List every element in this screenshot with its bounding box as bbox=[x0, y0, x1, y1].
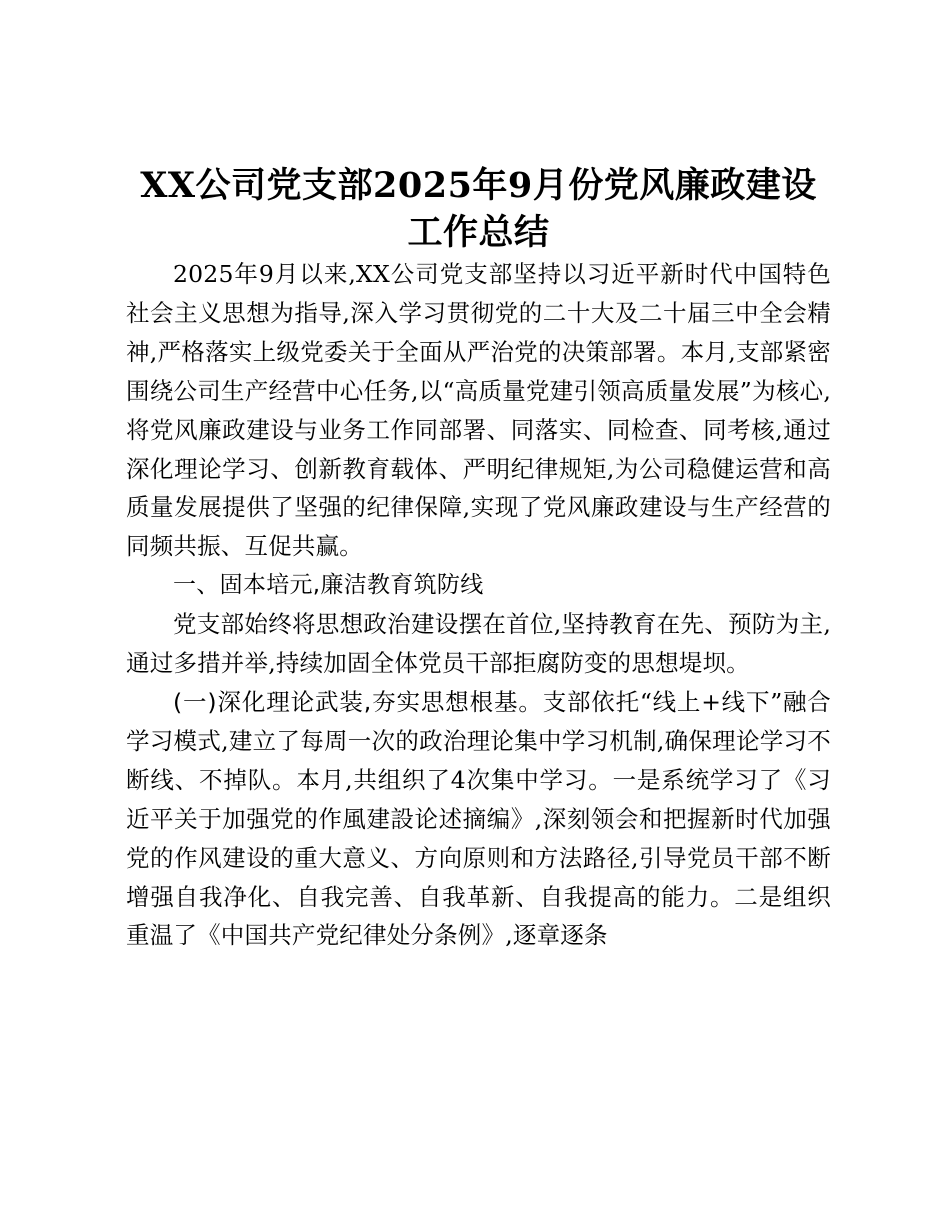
section-1-heading: 一、固本培元,廉洁教育筑防线 bbox=[173, 572, 484, 599]
subsection-1-body: 支部依托“线上+线下”融合学习模式,建立了每周一次的政治理论集中学习机制,确保理论学习不断线、不掉队。本月,共组织了4次集中学习。一是系统学习了《习近平关于加强党的作風建設论述摘编》,深刻领会和把握新时代加强党的作风建设的重大意义、方向原则和方法路径,引导党员干部不断增强自我净化、自我完善、自我革新、自我提高的能力。二是组织重温了《中国共产党纪律处分条例》,逐章逐条 bbox=[126, 687, 831, 950]
document-title: XX公司党支部2025年9月份党风廉政建设工作总结 bbox=[140, 165, 817, 253]
subsection-1-heading: (一)深化理论武装,夯实思想根基。 bbox=[173, 687, 543, 716]
document-body bbox=[126, 255, 831, 955]
section-1-paragraph: 党支部始终将思想政治建设摆在首位,坚持教育在先、预防为主,通过多措并举,持续加固全体党员干部拒腐防变的思想堤坝。 bbox=[126, 610, 831, 678]
intro-paragraph: 2025年9月以来,XX公司党支部坚持以习近平新时代中国特色社会主义思想为指导,深入学习贯彻党的二十大及二十届三中全会精神,严格落实上级党委关于全面从严治党的决策部署。本月,支部紧密围绕公司生产经营中心任务,以“高质量党建引领高质量发展”为核心,将党风廉政建设与业务工作同部署、同落实、同检查、同考核,通过深化理论学习、创新教育载体、严明纪律规矩,为公司稳健运营和高质量发展提供了坚强的纪律保障,实现了党风廉政建设与生产经营的同频共振、互促共赢。 bbox=[126, 260, 831, 561]
subsection-1-paragraph bbox=[126, 683, 831, 955]
